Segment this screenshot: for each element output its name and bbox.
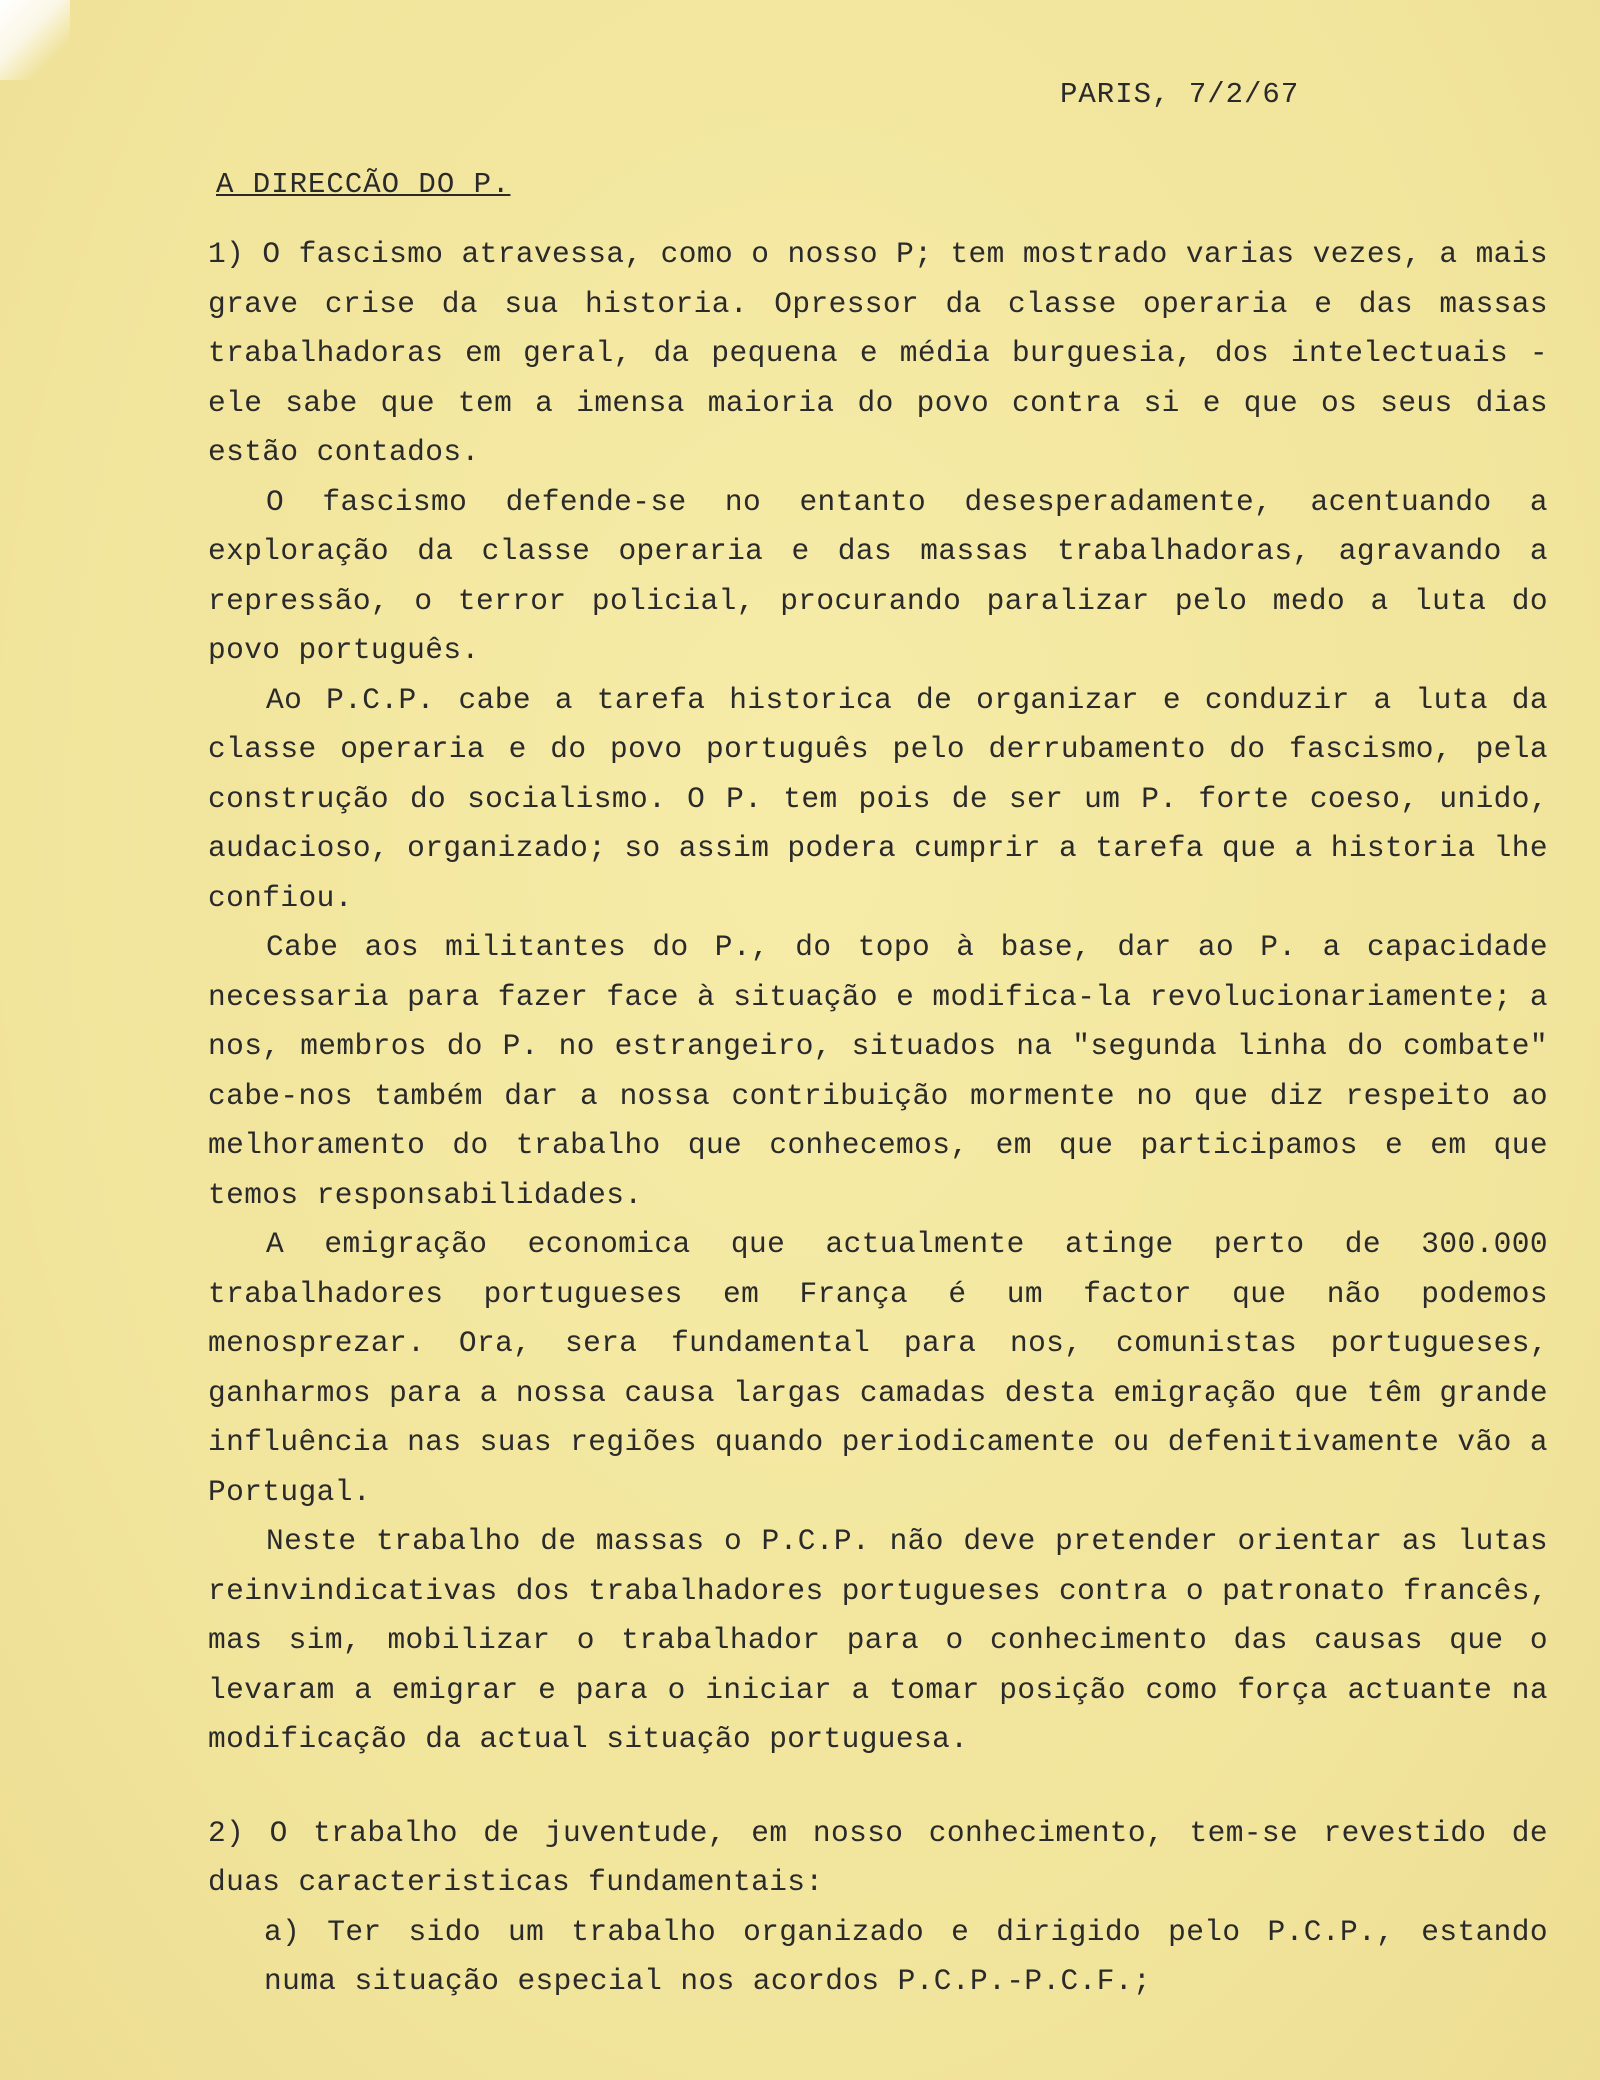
section-gap (208, 1765, 1548, 1809)
paragraph-4: Cabe aos militantes do P., do topo à base, dar ao P. a capacidade necessaria para fazer face à situação e modifica-la revolucionariamente; a nos, membros do P. no estrangeiro, situados na "segunda linha do combate" cabe-nos também dar a nossa contribuição mormente no que diz respeito ao melhoramento do trabalho que conhecemos, em que participamos e em que temos responsabilidades. (208, 930, 1548, 1212)
list-item-a: a) Ter sido um trabalho organizado e dirigido pelo P.C.P., estando numa situação especial nos acordos P.C.P.-P.C.F.; (264, 1914, 1548, 1998)
paragraph-7: 2) O trabalho de juventude, em nosso conhecimento, tem-se revestido de duas caracteristicas fundamentais: (208, 1815, 1548, 1899)
document-body (208, 230, 1548, 2007)
paragraph-6: Neste trabalho de massas o P.C.P. não deve pretender orientar as lutas reinvindicativas dos trabalhadores portugueses contra o patronato francês, mas sim, mobilizar o trabalhador para o conhecimento das causas que o levaram a emigrar e para o iniciar a tomar posição como força actuante na modificação da actual situação portuguesa. (208, 1524, 1548, 1756)
paper-corner-wear (0, 0, 70, 80)
document-date: PARIS, 7/2/67 (1060, 78, 1300, 111)
paragraph-1: 1) O fascismo atravessa, como o nosso P; tem mostrado varias vezes, a mais grave crise da sua historia. Opressor da classe operaria e das massas trabalhadoras em geral, da pequena e média burguesia, dos intelectuais - ele sabe que tem a imensa maioria do povo contra si e que os seus dias estão contados. (208, 237, 1548, 469)
paragraph-5: A emigração economica que actualmente atinge perto de 300.000 trabalhadores portugueses em França é um factor que não podemos menosprezar. Ora, sera fundamental para nos, comunistas portugueses, ganharmos para a nossa causa largas camadas desta emigração que têm grande influência nas suas regiões quando periodicamente ou defenitivamente vão a Portugal. (208, 1227, 1548, 1509)
paragraph-2: O fascismo defende-se no entanto desesperadamente, acentuando a exploração da classe operaria e das massas trabalhadoras, agravando a repressão, o terror policial, procurando paralizar pelo medo a luta do povo português. (208, 484, 1548, 667)
document-heading: A DIRECCÃO DO P. (216, 168, 511, 201)
paragraph-3: Ao P.C.P. cabe a tarefa historica de organizar e conduzir a luta da classe operaria e do povo português pelo derrubamento do fascismo, pela construção do socialismo. O P. tem pois de ser um P. forte coeso, unido, audacioso, organizado; so assim podera cumprir a tarefa que a historia lhe confiou. (208, 682, 1548, 915)
